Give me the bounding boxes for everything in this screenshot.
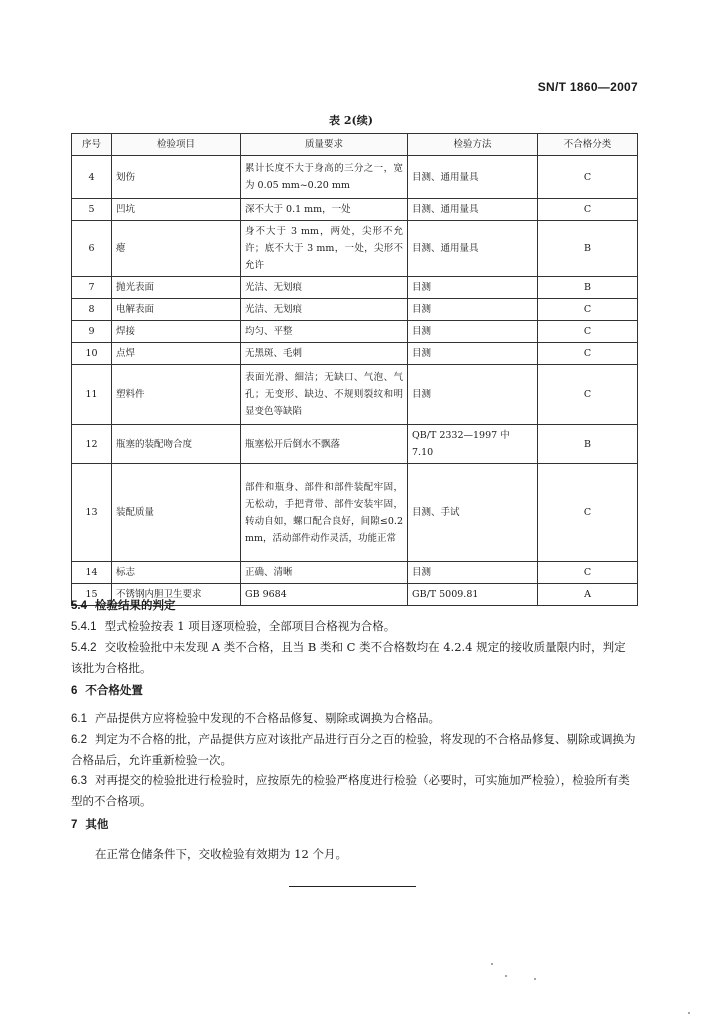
row-method: 目测、手试 bbox=[408, 464, 538, 562]
clause-text: 在正常仓储条件下，交收检验有效期为 12 个月。 bbox=[95, 847, 347, 861]
row-category: B bbox=[538, 221, 638, 277]
column-header-method: 检验方法 bbox=[408, 134, 538, 156]
clause-number: 6.2 bbox=[71, 734, 87, 746]
row-requirement: 正确、清晰 bbox=[241, 562, 408, 584]
row-no: 13 bbox=[72, 464, 112, 562]
row-requirement: GB 9684 bbox=[241, 584, 408, 606]
table-row bbox=[72, 425, 638, 464]
row-no: 11 bbox=[72, 365, 112, 425]
row-requirement: 均匀、平整 bbox=[241, 321, 408, 343]
section-title: 检验结果的判定 bbox=[95, 598, 176, 612]
row-category: C bbox=[538, 321, 638, 343]
row-category: C bbox=[538, 464, 638, 562]
standard-code: SN/T 1860—2007 bbox=[537, 80, 638, 94]
row-method: QB/T 2332—1997 中 7.10 bbox=[408, 425, 538, 464]
row-item: 划伤 bbox=[112, 156, 241, 199]
row-category: A bbox=[538, 584, 638, 606]
row-no: 12 bbox=[72, 425, 112, 464]
clause-number: 5.4.1 bbox=[71, 621, 97, 633]
table-row bbox=[72, 221, 638, 277]
row-category: C bbox=[538, 299, 638, 321]
clause-7 bbox=[71, 814, 637, 835]
clause-text: 交收检验批中未发现 A 类不合格，且当 B 类和 C 类不合格数均在 4.2.4 规定的接收质量限内时，判定该批为合格批。 bbox=[71, 640, 626, 675]
row-requirement: 表面光滑、細洁；无缺口、气泡、气孔；无变形、缺边、不规则裂纹和明显变色等缺陷 bbox=[241, 365, 408, 425]
row-method: 目测 bbox=[408, 562, 538, 584]
row-item: 瘪 bbox=[112, 221, 241, 277]
row-no: 4 bbox=[72, 156, 112, 199]
row-no: 14 bbox=[72, 562, 112, 584]
row-item: 装配质量 bbox=[112, 464, 241, 562]
scan-speck bbox=[505, 975, 507, 977]
row-no: 15 bbox=[72, 584, 112, 606]
end-rule bbox=[289, 886, 416, 887]
row-category: C bbox=[538, 343, 638, 365]
row-category: C bbox=[538, 365, 638, 425]
clause-text: 判定为不合格的批，产品提供方应对该批产品进行百分之百的检验，将发现的不合格品修复、剔除或调换为合格品后，允许重新检验一次。 bbox=[71, 732, 636, 767]
inspection-table bbox=[71, 133, 638, 606]
row-category: C bbox=[538, 562, 638, 584]
table-row bbox=[72, 321, 638, 343]
table-row bbox=[72, 343, 638, 365]
row-item: 塑料件 bbox=[112, 365, 241, 425]
table-row bbox=[72, 199, 638, 221]
row-requirement: 身不大于 3 mm，两处，尖形不允许；底不大于 3 mm，一处，尖形不允许 bbox=[241, 221, 408, 277]
table-row bbox=[72, 156, 638, 199]
row-requirement: 累计长度不大于身高的三分之一，宽为 0.05 mm~0.20 mm bbox=[241, 156, 408, 199]
section-number: 6 bbox=[71, 685, 78, 697]
table-row bbox=[72, 464, 638, 562]
section-title: 其他 bbox=[85, 817, 109, 831]
row-method: 目测 bbox=[408, 299, 538, 321]
section-title: 不合格处置 bbox=[85, 683, 143, 697]
table-row bbox=[72, 299, 638, 321]
row-method: 目测 bbox=[408, 365, 538, 425]
clause-6 bbox=[71, 680, 637, 701]
row-category: C bbox=[538, 156, 638, 199]
row-method: GB/T 5009.81 bbox=[408, 584, 538, 606]
clause-number: 5.4.2 bbox=[71, 642, 97, 654]
row-method: 目测、通用量具 bbox=[408, 221, 538, 277]
table-row bbox=[72, 277, 638, 299]
row-requirement: 无黑斑、毛刺 bbox=[241, 343, 408, 365]
table-header-row bbox=[72, 134, 638, 156]
scan-speck bbox=[534, 978, 536, 980]
row-category: C bbox=[538, 199, 638, 221]
row-requirement: 深不大于 0.1 mm，一处 bbox=[241, 199, 408, 221]
clause-text: 对再提交的检验批进行检验时，应按原先的检验严格度进行检验（必要时，可实施加严检验），检验所有类型的不合格项。 bbox=[71, 773, 630, 808]
clause-6-body bbox=[71, 708, 637, 811]
column-header-requirement: 质量要求 bbox=[241, 134, 408, 156]
row-category: B bbox=[538, 425, 638, 464]
row-no: 7 bbox=[72, 277, 112, 299]
row-requirement: 瓶塞松开后倒水不飘落 bbox=[241, 425, 408, 464]
table-caption: 表 2(续) bbox=[329, 114, 373, 127]
row-method: 目测、通用量具 bbox=[408, 156, 538, 199]
section-number: 7 bbox=[71, 819, 78, 831]
row-item: 凹坑 bbox=[112, 199, 241, 221]
row-requirement: 光洁、无划痕 bbox=[241, 277, 408, 299]
row-no: 6 bbox=[72, 221, 112, 277]
column-header-item: 检验项目 bbox=[112, 134, 241, 156]
scan-speck bbox=[688, 1012, 690, 1014]
row-no: 5 bbox=[72, 199, 112, 221]
row-item: 焊接 bbox=[112, 321, 241, 343]
clause-number: 6.1 bbox=[71, 713, 87, 725]
clause-7-body bbox=[71, 844, 637, 864]
row-no: 9 bbox=[72, 321, 112, 343]
row-method: 目测 bbox=[408, 343, 538, 365]
clause-5-4 bbox=[71, 595, 637, 678]
row-requirement: 部件和瓶身、部件和部件装配牢固，无松动，手把背带、部件安装牢固，转动自如，螺口配合良好，间隙≤0.2 mm，活动部件动作灵活，功能正常 bbox=[241, 464, 408, 562]
row-item: 电解表面 bbox=[112, 299, 241, 321]
table-row bbox=[72, 365, 638, 425]
clause-number: 6.3 bbox=[71, 775, 87, 787]
row-item: 抛光表面 bbox=[112, 277, 241, 299]
row-item: 不锈钢内胆卫生要求 bbox=[112, 584, 241, 606]
column-header-category: 不合格分类 bbox=[538, 134, 638, 156]
row-category: B bbox=[538, 277, 638, 299]
section-number: 5.4 bbox=[71, 600, 87, 612]
column-header-no: 序号 bbox=[72, 134, 112, 156]
row-item: 瓶塞的装配吻合度 bbox=[112, 425, 241, 464]
scan-speck bbox=[491, 963, 493, 965]
row-method: 目测 bbox=[408, 321, 538, 343]
row-item: 点焊 bbox=[112, 343, 241, 365]
row-method: 目测、通用量具 bbox=[408, 199, 538, 221]
row-method: 目测 bbox=[408, 277, 538, 299]
table-row bbox=[72, 562, 638, 584]
row-no: 8 bbox=[72, 299, 112, 321]
row-item: 标志 bbox=[112, 562, 241, 584]
row-no: 10 bbox=[72, 343, 112, 365]
row-requirement: 光洁、无划痕 bbox=[241, 299, 408, 321]
clause-text: 型式检验按表 1 项目逐项检验，全部项目合格视为合格。 bbox=[104, 619, 396, 633]
clause-text: 产品提供方应将检验中发现的不合格品修复、剔除或调换为合格品。 bbox=[95, 711, 440, 725]
